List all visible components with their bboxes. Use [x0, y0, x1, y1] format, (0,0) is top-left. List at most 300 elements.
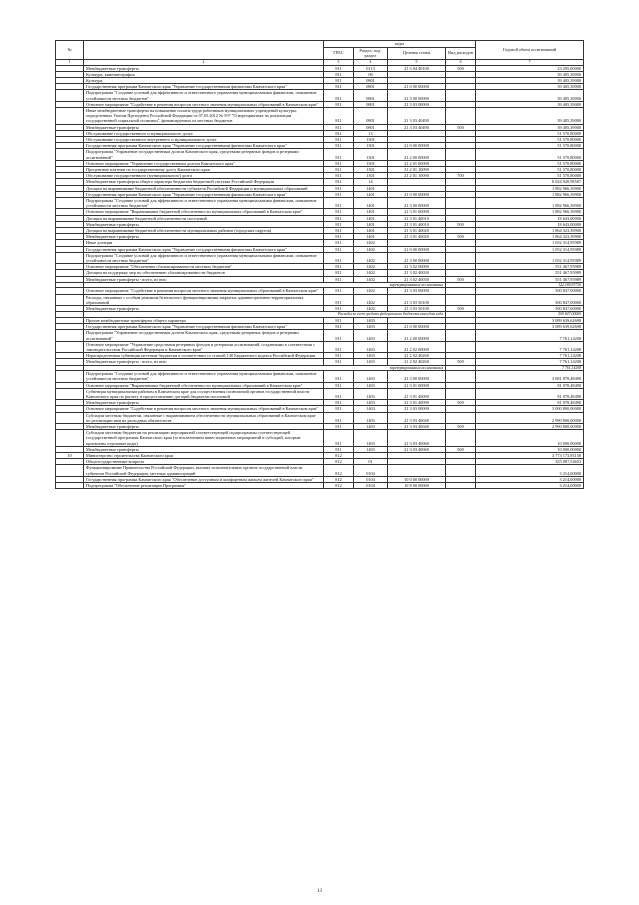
cell-tsel: 21 0 00 00000 [388, 191, 446, 197]
cell-razdel: 1403 [354, 412, 388, 423]
header-amount: Годовой объем ассигнований [476, 41, 584, 60]
cell-amount: 7 761,14208 [476, 330, 584, 341]
cell-amount: 23 295,00000 [476, 65, 584, 71]
cell-amount: 551 467,95989 [476, 276, 584, 282]
cell-name: Межбюджетные трансферты [84, 423, 324, 429]
cell-razdel: 1402 [354, 264, 388, 270]
cell-grbs: 811 [324, 330, 354, 341]
cell-tsel: 21 3 00 00000 [388, 90, 446, 101]
cell-amount: 51 570,80000 [476, 137, 584, 143]
cell-name: Государственная программа Камчатского края "Управление государственными финансами Камчатского края" [84, 84, 324, 90]
cell-tsel: 21 3 01 40020 [388, 234, 446, 240]
budget-table [55, 40, 584, 489]
cell-vid: 500 [446, 124, 476, 130]
cell-razdel: 1403 [354, 388, 388, 399]
table-body [56, 65, 584, 489]
cell-razdel: 1403 [354, 341, 388, 352]
cell-name: Основное мероприятие "Управление средствами резервных фондов и резервами ассигнований, созданными в соответствии с законодательством Российской Федерации и Камчатского края" [84, 341, 324, 352]
cell-razdel: 1402 [354, 288, 388, 294]
cell-name: Подпрограмма "Создание условий для эффективного и ответственного управления муниципальными финансами, повышение устойчивости местных бюджетов" [84, 371, 324, 382]
note-text: Расходы за счет средств федерального бюджета внесудом года [84, 312, 446, 318]
cell-grbs: 811 [324, 71, 354, 77]
cell-vid [446, 198, 476, 209]
cell-tsel: 21 3 03 40060 [388, 446, 446, 452]
cell-name: Иные межбюджетные трансферты на повышение оплаты труда работников муниципальных учреждений культуры, определенных Указом Президента Российской Федерации от 07.05.2012 № 597 "О мероприятиях по реализации государственной социальной политики", финансируемых из местных бюджетов [84, 108, 324, 125]
cell-grbs: 811 [324, 341, 354, 352]
cell-vid: 500 [446, 446, 476, 452]
cell-grbs: 811 [324, 77, 354, 83]
cell-amount: 122 180,93736 [476, 282, 584, 288]
cell-vid [446, 465, 476, 476]
cell-vid [446, 330, 476, 341]
header-name [84, 41, 324, 60]
cell-grbs: 811 [324, 234, 354, 240]
column-number: 2 [84, 59, 324, 65]
cell-grbs: 811 [324, 228, 354, 234]
cell-razdel: 1401 [354, 209, 388, 215]
cell-grbs: 811 [324, 101, 354, 107]
table-row [56, 90, 584, 101]
cell-vid [446, 294, 476, 305]
cell-razdel: 1301 [354, 160, 388, 166]
cell-razdel: 14 [354, 179, 388, 185]
cell-num [56, 482, 84, 488]
cell-name: Государственная программа Камчатского края "Управление государственными финансами Камчатского края" [84, 324, 324, 330]
cell-tsel: 21 3 01 00000 [388, 209, 446, 215]
table-row [56, 388, 584, 399]
cell-amount: 500 847,00000 [476, 294, 584, 305]
cell-amount: 39 405,39000 [476, 124, 584, 130]
cell-num [56, 412, 84, 423]
cell-name: Функционирование Правительства Российской Федерации, высших исполнительных органов государственной власти субъектов Российской Федерации, местных администраций [84, 465, 324, 476]
cell-tsel: 21 3 03 40490 [388, 108, 446, 125]
cell-grbs: 811 [324, 400, 354, 406]
cell-tsel: 21 0 00 00000 [388, 246, 446, 252]
cell-grbs: 811 [324, 167, 354, 173]
cell-grbs: 811 [324, 179, 354, 185]
cell-name: Обслуживание государственного и муниципального долга [84, 130, 324, 136]
cell-vid: 700 [446, 173, 476, 179]
cell-tsel: 21 3 01 00000 [388, 382, 446, 388]
cell-name: Основное мероприятие "Выравнивание бюджетной обеспеченности муниципальных образований в Камчатском крае" [84, 382, 324, 388]
table-row [56, 371, 584, 382]
cell-num [56, 149, 84, 160]
cell-tsel: 10 8 00 00000 [388, 482, 446, 488]
cell-num [56, 252, 84, 263]
cell-name: Общегосударственные вопросы [84, 459, 324, 465]
cell-name: Государственная программа Камчатского края "Обеспечение доступным и комфортным жильем жителей Камчатского края" [84, 476, 324, 482]
cell-grbs: 812 [324, 482, 354, 488]
cell-num [56, 371, 84, 382]
cell-tsel: 21 2 02 00000 [388, 341, 446, 352]
cell-amount: 551 467,95989 [476, 270, 584, 276]
cell-tsel: 21 2 00 00000 [388, 149, 446, 160]
header-grbs: ГРБС [324, 47, 354, 59]
cell-grbs: 811 [324, 288, 354, 294]
cell-razdel: 1301 [354, 167, 388, 173]
column-number: 4 [354, 59, 388, 65]
cell-razdel: 1403 [354, 446, 388, 452]
cell-tsel: 21 3 03 00000 [388, 406, 446, 412]
cell-grbs: 812 [324, 452, 354, 458]
cell-grbs: 811 [324, 198, 354, 209]
cell-amount: 3 214,00000 [476, 476, 584, 482]
cell-razdel: 1403 [354, 317, 388, 323]
cell-razdel: 0801 [354, 124, 388, 130]
cell-name: Основное мероприятие "Обеспечение сбалансированности местных бюджетов" [84, 264, 324, 270]
cell-grbs: 811 [324, 160, 354, 166]
cell-grbs: 811 [324, 264, 354, 270]
cell-vid: 500 [446, 306, 476, 312]
cell-name: Субвенция муниципальным районам в Камчатском крае для осуществления полномочий органов государственной власти Камчатского края по расчету и предоставлению дотаций бюджетам поселений [84, 388, 324, 399]
cell-tsel: 21 3 02 00000 [388, 264, 446, 270]
cell-tsel: 21 2 02 40260 [388, 353, 446, 359]
cell-amount: 3 773 173,83158 [476, 452, 584, 458]
cell-num [56, 430, 84, 447]
cell-grbs: 811 [324, 221, 354, 227]
cell-name: Межбюджетные трансферты [84, 124, 324, 130]
cell-name: Подпрограмма "Создание условий для эффективного и ответственного управления муниципальными финансами, повышение устойчивости местных бюджетов" [84, 198, 324, 209]
table-row [56, 108, 584, 125]
table-row [56, 294, 584, 305]
cell-tsel: 21 2 02 40260 [388, 359, 446, 365]
budget-table-sheet [55, 40, 583, 489]
cell-tsel: 21 3 00 00000 [388, 198, 446, 209]
column-number: 7 [476, 59, 584, 65]
cell-name: Обслуживание государственного внутреннего и муниципального долга [84, 137, 324, 143]
cell-grbs: 811 [324, 84, 354, 90]
cell-razdel: 0801 [354, 90, 388, 101]
cell-vid: 500 [446, 221, 476, 227]
cell-razdel: 1402 [354, 240, 388, 246]
cell-name: Межбюджетные трансферты [84, 400, 324, 406]
cell-grbs: 811 [324, 423, 354, 429]
cell-vid: 500 [446, 234, 476, 240]
cell-amount: 39 405,39000 [476, 77, 584, 83]
cell-grbs: 812 [324, 459, 354, 465]
cell-name: Подпрограмма "Создание условий для эффективного и ответственного управления муниципальными финансами, повышение устойчивости местных бюджетов" [84, 90, 324, 101]
table-row [56, 252, 584, 263]
cell-vid [446, 388, 476, 399]
cell-amount: 1 882 966,39900 [476, 191, 584, 197]
cell-razdel: 0113 [354, 65, 388, 71]
cell-razdel: 1403 [354, 423, 388, 429]
cell-vid: 500 [446, 400, 476, 406]
cell-tsel: 21 2 01 10090 [388, 167, 446, 173]
cell-tsel: 21 3 03 40040 [388, 423, 446, 429]
cell-tsel: 21 0 00 00000 [388, 324, 446, 330]
cell-name: Межбюджетные трансферты - всего, из них: [84, 359, 324, 365]
cell-name: Культура, кинематография [84, 71, 324, 77]
cell-amount: 2 990 800,00000 [476, 423, 584, 429]
column-number: 1 [56, 59, 84, 65]
cell-razdel: 13 [354, 130, 388, 136]
cell-grbs: 811 [324, 209, 354, 215]
cell-razdel: 1401 [354, 234, 388, 240]
cell-tsel: 21 3 03 50100 [388, 306, 446, 312]
cell-name: Основное мероприятие "Содействие в решении вопросов местного значения муниципальных образований в Камчатском крае" [84, 101, 324, 107]
cell-amount: 39 405,39000 [476, 90, 584, 101]
cell-num [56, 330, 84, 341]
cell-tsel: 21 3 01 40090 [388, 400, 446, 406]
header-vid: Вид расходов [446, 47, 476, 59]
cell-name: Подпрограмма "Создание условий для эффективного и ответственного управления муниципальными финансами, повышение устойчивости местных бюджетов" [84, 252, 324, 263]
header-num: № [56, 41, 84, 60]
cell-amount: 81 078,48490 [476, 400, 584, 406]
cell-name: Нераспределенная субвенция местным бюджетам в соответствии со статьей 140 Бюджетного кодекса Российской Федерации [84, 353, 324, 359]
cell-tsel: 21 3 03 40060 [388, 430, 446, 447]
cell-razdel: 1403 [354, 400, 388, 406]
cell-razdel: 1401 [354, 185, 388, 191]
cell-amount: 51 570,80000 [476, 160, 584, 166]
cell-razdel: 1301 [354, 143, 388, 149]
cell-name: Иные дотации [84, 240, 324, 246]
cell-amount: 1 882 966,39900 [476, 198, 584, 209]
cell-amount: 39 405,39000 [476, 101, 584, 107]
cell-amount: 6 024 920,98587 [476, 179, 584, 185]
cell-razdel: 1301 [354, 149, 388, 160]
cell-name: Государственная программа Камчатского края "Управление государственными финансами Камчатского края" [84, 143, 324, 149]
column-number: 3 [324, 59, 354, 65]
cell-name: Межбюджетные трансферты общего характера бюджетам бюджетной системы Российской Федерации [84, 179, 324, 185]
cell-amount: 1 864 323,39900 [476, 234, 584, 240]
cell-amount: 10 000,00000 [476, 430, 584, 447]
cell-name: Прочие межбюджетные трансферты общего характера [84, 317, 324, 323]
cell-razdel: 1403 [354, 324, 388, 330]
cell-amount: 1 052 314,95989 [476, 246, 584, 252]
cell-name: Подпрограмма "Обеспечение реализации Программы" [84, 482, 324, 488]
cell-razdel: 01 [354, 459, 388, 465]
cell-grbs: 811 [324, 240, 354, 246]
cell-tsel: 21 0 00 00000 [388, 84, 446, 90]
cell-razdel: 0801 [354, 84, 388, 90]
cell-amount: 7 761,14208 [476, 359, 584, 365]
cell-vid [446, 252, 476, 263]
cell-tsel: 21 3 03 50100 [388, 294, 446, 305]
cell-amount: 355 087,54653 [476, 459, 584, 465]
cell-grbs: 811 [324, 108, 354, 125]
cell-grbs: 811 [324, 90, 354, 101]
cell-num [56, 90, 84, 101]
cell-razdel: 1402 [354, 246, 388, 252]
cell-name: Основное мероприятие "Управление государственным долгом Камчатского края" [84, 160, 324, 166]
cell-tsel: 21 3 00 00000 [388, 371, 446, 382]
cell-razdel: 0104 [354, 476, 388, 482]
cell-grbs: 811 [324, 317, 354, 323]
cell-name: Основное мероприятие "Содействие в решении вопросов местного значения муниципальных образований в Камчатском крае" [84, 406, 324, 412]
cell-vid: 500 [446, 276, 476, 282]
cell-amount: 51 570,80000 [476, 173, 584, 179]
cell-razdel: 1403 [354, 371, 388, 382]
cell-razdel: 1401 [354, 215, 388, 221]
cell-grbs: 811 [324, 185, 354, 191]
cell-razdel: 0104 [354, 465, 388, 476]
cell-num [56, 465, 84, 476]
cell-razdel: 1401 [354, 191, 388, 197]
cell-grbs: 811 [324, 446, 354, 452]
cell-grbs: 811 [324, 306, 354, 312]
cell-tsel: 21 3 03 00000 [388, 288, 446, 294]
cell-razdel: 1403 [354, 359, 388, 365]
cell-razdel: 1403 [354, 406, 388, 412]
page-number: 13 [317, 889, 322, 894]
cell-amount: 81 078,48490 [476, 388, 584, 399]
cell-tsel: 21 3 01 40010 [388, 215, 446, 221]
cell-amount: 1 864 323,39900 [476, 228, 584, 234]
cell-amount: 3 214,00000 [476, 482, 584, 488]
cell-vid [446, 149, 476, 160]
cell-name: Межбюджетные трансферты [84, 306, 324, 312]
cell-vid: 500 [446, 423, 476, 429]
cell-amount: 7 761,14208 [476, 365, 584, 371]
cell-tsel: 21 3 02 40030 [388, 270, 446, 276]
cell-tsel: 21 2 01 10090 [388, 173, 446, 179]
table-row [56, 465, 584, 476]
cell-tsel: 21 3 01 40090 [388, 388, 446, 399]
header-tsel: Целевая статья [388, 47, 446, 59]
cell-num [56, 294, 84, 305]
cell-name: Дотации на выравнивание бюджетной обеспеченности муниципальных районов (городских округов) [84, 228, 324, 234]
cell-amount: 3 081 878,48490 [476, 371, 584, 382]
table-row [56, 198, 584, 209]
header-codes: коды [324, 41, 476, 48]
cell-name: Государственная программа Камчатского края "Управление государственными финансами Камчатского края" [84, 246, 324, 252]
cell-razdel: 1403 [354, 430, 388, 447]
cell-grbs: 811 [324, 406, 354, 412]
cell-tsel: 21 0 00 00000 [388, 143, 446, 149]
cell-name: Подпрограмма "Управление государственным долгом Камчатского края, средствами резервных фондов и резервами ассигнований" [84, 330, 324, 341]
cell-tsel: 10 0 00 00000 [388, 476, 446, 482]
cell-name: Основное мероприятие "Содействие в решении вопросов местного значения муниципальных образований в Камчатском крае" [84, 288, 324, 294]
cell-tsel: 21 2 00 00000 [388, 330, 446, 341]
cell-amount: 500 847,00000 [476, 306, 584, 312]
cell-tsel: 21 3 03 00000 [388, 101, 446, 107]
cell-amount: 18 643,00000 [476, 221, 584, 227]
cell-amount: 10 000,00000 [476, 446, 584, 452]
cell-razdel: 1403 [354, 330, 388, 341]
cell-grbs: 811 [324, 143, 354, 149]
cell-name: Дотации на выравнивание бюджетной обеспеченности субъектов Российской Федерации и муниципальных образований [84, 185, 324, 191]
cell-grbs: 811 [324, 353, 354, 359]
cell-amount: 1 052 314,95989 [476, 240, 584, 246]
cell-amount: 3 089 639,62698 [476, 324, 584, 330]
cell-vid [446, 371, 476, 382]
cell-tsel: 21 3 03 40040 [388, 412, 446, 423]
cell-grbs: 811 [324, 149, 354, 160]
cell-razdel: 0801 [354, 101, 388, 107]
cell-tsel [388, 465, 446, 476]
cell-grbs: 811 [324, 359, 354, 365]
cell-name: Межбюджетные трансферты [84, 221, 324, 227]
cell-amount: 3 089 639,62698 [476, 317, 584, 323]
cell-name: Обслуживание государственного (муниципального) долга [84, 173, 324, 179]
cell-vid [446, 108, 476, 125]
cell-tsel: 21 3 01 40010 [388, 221, 446, 227]
cell-name: Основное мероприятие "Выравнивание бюджетной обеспеченности муниципальных образований в Камчатском крае" [84, 209, 324, 215]
cell-amount: 51 570,80000 [476, 130, 584, 136]
cell-amount: 3 214,00000 [476, 465, 584, 476]
cell-grbs: 811 [324, 130, 354, 136]
cell-grbs: 811 [324, 215, 354, 221]
cell-name: Субсидии местным бюджетам на реализацию мероприятий соответствующей подпрограммы соответствующей государственной программы Камчатского края (за исключением инвестиционных мероприятий и субсидий, которым присвоены отдельные коды) [84, 430, 324, 447]
cell-grbs: 811 [324, 430, 354, 447]
cell-name: Расходы, связанные с особым режимом безопасного функционирования закрытых административно-территориальных образований [84, 294, 324, 305]
cell-grbs: 811 [324, 124, 354, 130]
cell-grbs: 811 [324, 252, 354, 263]
cell-amount: 500 847,00000 [476, 288, 584, 294]
cell-num: 10 [56, 452, 84, 458]
cell-amount: 51 570,80000 [476, 149, 584, 160]
note-text: зарезервированные ассигнования [84, 282, 446, 288]
cell-amount: 39 405,39000 [476, 71, 584, 77]
cell-grbs: 811 [324, 270, 354, 276]
cell-tsel: 21 3 00 00000 [388, 252, 446, 263]
cell-grbs: 811 [324, 382, 354, 388]
cell-name: Дотации на поддержку мер по обеспечению сбалансированности бюджетов [84, 270, 324, 276]
cell-razdel: 1401 [354, 221, 388, 227]
cell-amount: 2 990 800,00000 [476, 412, 584, 423]
cell-tsel: 21 2 01 00000 [388, 160, 446, 166]
cell-name: Дотации на выравнивание бюджетной обеспеченности поселений [84, 215, 324, 221]
cell-amount: 51 570,80000 [476, 167, 584, 173]
cell-razdel: 1401 [354, 198, 388, 209]
cell-amount: 7 761,14208 [476, 341, 584, 352]
cell-grbs: 811 [324, 173, 354, 179]
cell-tsel: 21 3 04 40100 [388, 65, 446, 71]
cell-amount: 1 882 966,39900 [476, 185, 584, 191]
cell-vid [446, 412, 476, 423]
cell-tsel: 21 3 03 40490 [388, 124, 446, 130]
cell-razdel: 1401 [354, 228, 388, 234]
cell-razdel: 1402 [354, 270, 388, 276]
cell-razdel: 1402 [354, 306, 388, 312]
column-number: 6 [446, 59, 476, 65]
cell-amount: 1 882 966,39900 [476, 209, 584, 215]
cell-vid [446, 90, 476, 101]
table-row [56, 149, 584, 160]
header-row-1 [56, 41, 584, 48]
cell-razdel: 1402 [354, 276, 388, 282]
cell-razdel: 08 [354, 71, 388, 77]
cell-razdel: 1403 [354, 353, 388, 359]
table-row [56, 341, 584, 352]
cell-amount: 500 847,00000 [476, 312, 584, 318]
cell-razdel: 0801 [354, 108, 388, 125]
cell-razdel: 1301 [354, 173, 388, 179]
cell-amount: 51 570,80000 [476, 143, 584, 149]
cell-vid [446, 482, 476, 488]
table-row [56, 412, 584, 423]
cell-tsel: 21 3 01 40020 [388, 228, 446, 234]
cell-grbs: 811 [324, 137, 354, 143]
cell-name: Субсидии местным бюджетам, связанные с выравниванием обеспеченности муниципальных образований в Камчатском крае по реализации ими их расходных обязательств [84, 412, 324, 423]
cell-name: Процентные платежи по государственному долгу Камчатского края [84, 167, 324, 173]
table-row [56, 482, 584, 488]
table-row [56, 430, 584, 447]
cell-grbs: 812 [324, 476, 354, 482]
cell-razdel: 1402 [354, 294, 388, 305]
cell-amount: 551 467,95989 [476, 264, 584, 270]
cell-num [56, 198, 84, 209]
cell-amount: 18 643,00000 [476, 215, 584, 221]
header-razdel: Раздел, под-раздел [354, 47, 388, 59]
cell-razdel: 1403 [354, 382, 388, 388]
cell-amount: 3 000 800,00000 [476, 406, 584, 412]
cell-name: Межбюджетные трансферты [84, 65, 324, 71]
cell-num [56, 388, 84, 399]
cell-amount: 1 052 314,95989 [476, 252, 584, 263]
cell-vid [446, 341, 476, 352]
